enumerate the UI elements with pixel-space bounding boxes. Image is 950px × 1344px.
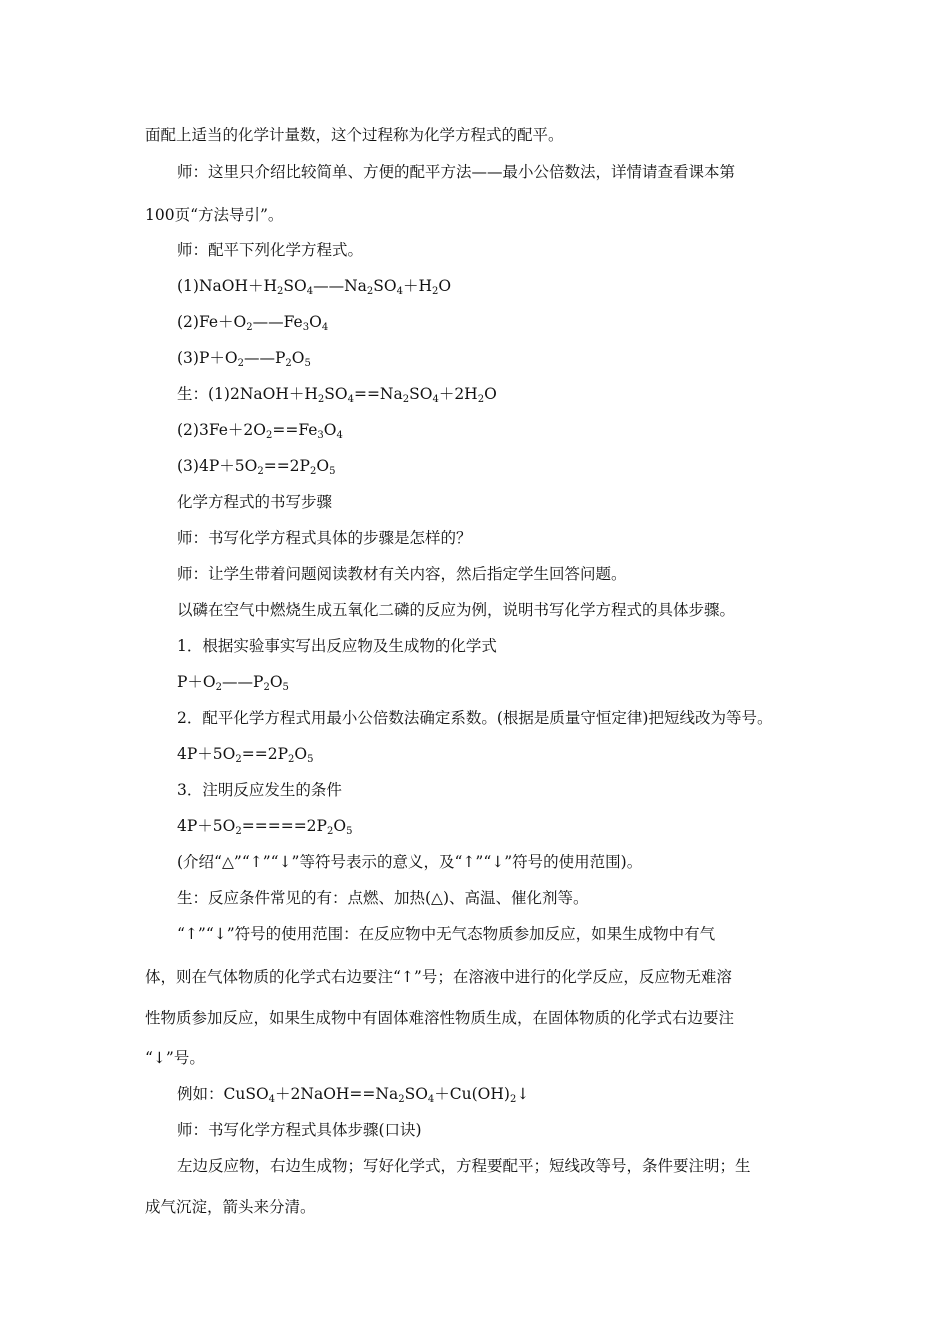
subscript: 5 xyxy=(329,466,336,477)
equation-line xyxy=(177,420,343,440)
subscript: 2 xyxy=(309,466,317,477)
text-run: SO xyxy=(373,277,397,295)
subscript: 2 xyxy=(402,394,410,405)
paragraph-line: 师：配平下列化学方程式。 xyxy=(177,241,364,259)
text-run: P＋O xyxy=(177,673,216,691)
text-run: O xyxy=(294,745,308,763)
subscript: 3 xyxy=(302,322,310,333)
text-run: ==Fe xyxy=(272,421,318,439)
paragraph-line: “↓”号。 xyxy=(145,1049,205,1067)
subscript: 4 xyxy=(396,286,403,297)
text-run: SO xyxy=(409,385,433,403)
paragraph-line: 体，则在气体物质的化学式右边要注“↑”号；在溶液中进行的化学反应，反应物无难溶 xyxy=(145,968,732,986)
step-item: 2．配平化学方程式用最小公倍数法确定系数。(根据是质量守恒定律)把短线改为等号。 xyxy=(177,709,773,727)
text-run: SO xyxy=(324,385,348,403)
text-run: ＋H xyxy=(402,277,433,295)
subscript: 2 xyxy=(246,322,253,333)
subscript: 2 xyxy=(235,826,242,837)
paragraph-line: 师：让学生带着问题阅读教材有关内容，然后指定学生回答问题。 xyxy=(177,565,627,583)
equation-line xyxy=(177,744,313,764)
equation-line xyxy=(177,456,335,476)
step-item: 3．注明反应发生的条件 xyxy=(177,781,342,799)
text-run: (2)Fe＋O xyxy=(177,313,247,331)
text-run: O xyxy=(484,385,497,403)
subscript: 2 xyxy=(366,286,374,297)
subscript: 5 xyxy=(304,358,311,369)
text-run: 4P＋5O xyxy=(177,745,236,763)
paragraph-line: “↑”“↓”符号的使用范围：在反应物中无气态物质参加反应，如果生成物中有气 xyxy=(177,925,716,943)
paragraph-line: 成气沉淀，箭头来分清。 xyxy=(145,1198,316,1216)
subscript: 4 xyxy=(336,430,343,441)
paragraph-line: 师：书写化学方程式具体的步骤是怎样的？ xyxy=(177,529,472,547)
text-run: (3)4P＋5O xyxy=(177,457,258,475)
text-run: SO xyxy=(404,1085,428,1103)
text-run: SO xyxy=(283,277,307,295)
subscript: 2 xyxy=(285,358,292,369)
equation-line xyxy=(177,312,328,332)
text-run: ——P xyxy=(222,673,264,691)
text-run: 生：(1)2NaOH＋H xyxy=(177,385,318,403)
subscript: 2 xyxy=(288,754,295,765)
subscript: 4 xyxy=(268,1094,276,1105)
text-run: (3)P＋O xyxy=(177,349,238,367)
text-run: O xyxy=(291,349,305,367)
text-run: =====2P xyxy=(241,817,327,835)
subscript: 2 xyxy=(509,1094,517,1105)
paragraph-line: 师：书写化学方程式具体步骤(口诀) xyxy=(177,1121,422,1139)
text-run: ==2P xyxy=(241,745,289,763)
text-run: ↓ xyxy=(516,1085,530,1103)
text-run: 例如：CuSO xyxy=(177,1085,269,1103)
step-item: 1．根据实验事实写出反应物及生成物的化学式 xyxy=(177,637,497,655)
paragraph-line: (介绍“△”“↑”“↓”等符号表示的意义，及“↑”“↓”符号的使用范围)。 xyxy=(177,853,643,871)
subscript: 4 xyxy=(321,322,329,333)
text-run: ＋Cu(OH) xyxy=(434,1085,510,1103)
text-run: O xyxy=(316,457,330,475)
paragraph-line: 100页“方法导引”。 xyxy=(145,206,284,224)
text-run: ——Na xyxy=(313,277,367,295)
text-run: O xyxy=(438,277,452,295)
subscript: 2 xyxy=(317,394,325,405)
text-run: ——Fe xyxy=(252,313,303,331)
equation-line xyxy=(177,276,451,296)
subscript: 5 xyxy=(346,826,353,837)
paragraph-line: 左边反应物，右边生成物；写好化学式，方程要配平；短线改等号，条件要注明；生 xyxy=(177,1157,751,1175)
subscript: 2 xyxy=(265,430,273,441)
text-run: ==Na xyxy=(353,385,403,403)
subscript: 2 xyxy=(432,286,439,297)
subscript: 2 xyxy=(477,394,485,405)
subscript: 2 xyxy=(235,754,242,765)
section-heading: 化学方程式的书写步骤 xyxy=(177,493,333,511)
subscript: 2 xyxy=(398,1094,405,1105)
subscript: 5 xyxy=(307,754,314,765)
subscript: 2 xyxy=(263,682,270,693)
paragraph-line: 性物质参加反应，如果生成物中有固体难溶性物质生成，在固体物质的化学式右边要注 xyxy=(145,1009,735,1027)
text-run: ＋2NaOH==Na xyxy=(275,1085,399,1103)
equation-line xyxy=(177,672,289,692)
subscript: 4 xyxy=(347,394,354,405)
subscript: 2 xyxy=(237,358,244,369)
subscript: 5 xyxy=(282,682,289,693)
text-run: (2)3Fe＋2O xyxy=(177,421,266,439)
text-run: O xyxy=(333,817,347,835)
subscript: 4 xyxy=(432,394,439,405)
equation-line xyxy=(177,1084,529,1104)
subscript: 4 xyxy=(306,286,314,297)
subscript: 3 xyxy=(317,430,324,441)
subscript: 2 xyxy=(277,286,284,297)
paragraph-line: 面配上适当的化学计量数，这个过程称为化学方程式的配平。 xyxy=(145,126,564,144)
subscript: 4 xyxy=(427,1094,435,1105)
text-run: ——P xyxy=(243,349,286,367)
text-run: 4P＋5O xyxy=(177,817,236,835)
text-run: O xyxy=(323,421,337,439)
text-run: ==2P xyxy=(263,457,310,475)
equation-line xyxy=(177,816,352,836)
paragraph-line: 师：这里只介绍比较简单、方便的配平方法——最小公倍数法，详情请查看课本第 xyxy=(177,163,736,181)
text-run: O xyxy=(269,673,283,691)
equation-line xyxy=(177,348,311,368)
paragraph-line: 以磷在空气中燃烧生成五氧化二磷的反应为例，说明书写化学方程式的具体步骤。 xyxy=(177,601,736,619)
paragraph-line: 生：反应条件常见的有：点燃、加热(△)、高温、催化剂等。 xyxy=(177,889,589,907)
equation-line xyxy=(177,384,497,404)
subscript: 2 xyxy=(215,682,223,693)
subscript: 2 xyxy=(326,826,334,837)
text-run: O xyxy=(309,313,322,331)
text-run: ＋2H xyxy=(438,385,478,403)
subscript: 2 xyxy=(257,466,264,477)
text-run: (1)NaOH＋H xyxy=(177,277,278,295)
